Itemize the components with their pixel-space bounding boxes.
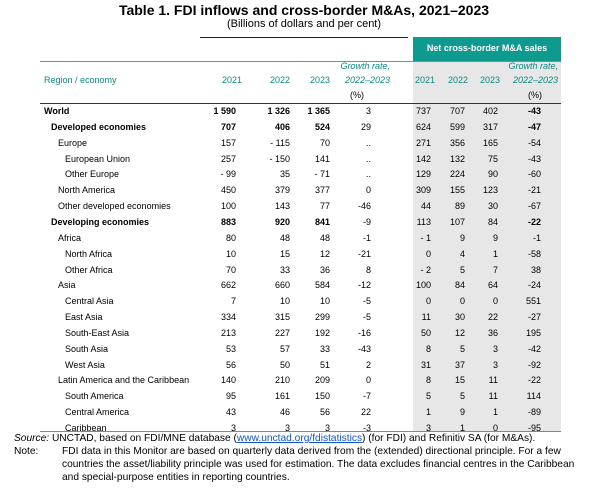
ma-value-2023: 11 bbox=[488, 375, 498, 386]
fdi-value-2022: 161 bbox=[274, 391, 290, 402]
fdi-value-2022: 3 bbox=[284, 423, 290, 433]
ma-value-2023: 165 bbox=[482, 137, 498, 148]
row-label: South America bbox=[65, 391, 124, 402]
fdi-value-2023: 56 bbox=[319, 407, 330, 418]
note-line-3: and special-purpose entities in reporting countries. bbox=[62, 472, 290, 483]
fdi-value-2021: 80 bbox=[225, 232, 236, 243]
source-link[interactable]: www.unctad.org/fdistatistics bbox=[236, 433, 363, 444]
ma-value-2021: 31 bbox=[420, 359, 431, 370]
row-label: Developing economies bbox=[51, 216, 150, 227]
fdi-value-2022: - 115 bbox=[270, 137, 290, 148]
fdi-value-2023: 584 bbox=[314, 280, 330, 291]
ma-growth-rate: -67 bbox=[527, 201, 541, 212]
ma-value-2022: 132 bbox=[449, 153, 465, 164]
ma-value-2023: 64 bbox=[487, 280, 498, 291]
fdi-value-2021: 95 bbox=[225, 391, 236, 402]
fdi-value-2023: 1 365 bbox=[307, 106, 330, 116]
fdi-value-2022: 406 bbox=[274, 121, 290, 132]
row-label: Europe bbox=[58, 137, 88, 148]
fdi-value-2021: 213 bbox=[220, 327, 236, 338]
note-line-2: countries the asset/liability principle was used for estimation. The data excludes financial centres in the Caribbean bbox=[62, 459, 575, 470]
row-label: East Asia bbox=[65, 312, 103, 323]
fdi-group-rule bbox=[200, 37, 408, 38]
ma-value-2023: 90 bbox=[487, 169, 498, 180]
fdi-rate-period: 2022–2023 bbox=[344, 75, 390, 85]
row-label: Developed economies bbox=[51, 121, 147, 132]
ma-value-2022: 12 bbox=[454, 327, 465, 338]
fdi-growth-rate: 0 bbox=[365, 185, 371, 196]
fdi-value-2022: 46 bbox=[279, 407, 290, 418]
ma-value-2023: 22 bbox=[487, 312, 498, 323]
ma-growth-rate: -89 bbox=[527, 407, 541, 418]
fdi-value-2021: 334 bbox=[220, 312, 236, 323]
ma-growth-rate: -24 bbox=[527, 280, 541, 291]
ma-year-2022-header: 2022 bbox=[447, 75, 468, 85]
ma-value-2023: 0 bbox=[492, 296, 498, 307]
ma-value-2021: 5 bbox=[425, 391, 431, 402]
fdi-growth-rate: -16 bbox=[357, 327, 371, 338]
fdi-value-2021: 70 bbox=[225, 264, 236, 275]
fdi-value-2021: - 99 bbox=[220, 169, 236, 180]
fdi-growth-rate: -1 bbox=[362, 232, 371, 243]
ma-value-2022: 224 bbox=[449, 169, 465, 180]
ma-value-2023: 3 bbox=[492, 359, 498, 370]
fdi-value-2023: 841 bbox=[314, 216, 330, 227]
row-label: Other developed economies bbox=[58, 201, 171, 212]
fdi-growth-rate: .. bbox=[365, 137, 371, 148]
fdi-value-2023: 12 bbox=[319, 248, 330, 259]
ma-value-2021: 1 bbox=[425, 407, 431, 418]
fdi-growth-rate: 3 bbox=[365, 106, 371, 116]
fdi-growth-rate: -5 bbox=[362, 296, 371, 307]
ma-value-2023: 11 bbox=[488, 391, 498, 402]
row-label: Latin America and the Caribbean bbox=[58, 375, 190, 386]
ma-value-2022: 5 bbox=[459, 391, 465, 402]
fdi-growth-rate: 22 bbox=[360, 407, 371, 418]
ma-value-2023: 402 bbox=[482, 106, 498, 116]
ma-growth-rate: -22 bbox=[527, 216, 541, 227]
ma-value-2023: 84 bbox=[487, 216, 498, 227]
ma-growth-rate: 38 bbox=[530, 264, 541, 275]
row-label: World bbox=[44, 106, 70, 116]
fdi-value-2022: 33 bbox=[279, 264, 290, 275]
note-line-1: FDI data in this Monitor are based on quarterly data derived from the (extended) directional principle. For a few bbox=[62, 446, 561, 457]
ma-growth-rate: -43 bbox=[527, 106, 541, 116]
fdi-value-2023: 3 bbox=[324, 423, 330, 433]
ma-value-2021: 100 bbox=[415, 280, 431, 291]
ma-growth-rate: 195 bbox=[525, 327, 541, 338]
ma-value-2022: 155 bbox=[449, 185, 465, 196]
ma-value-2022: 30 bbox=[454, 312, 465, 323]
fdi-value-2023: 299 bbox=[314, 312, 330, 323]
ma-value-2021: 44 bbox=[420, 201, 431, 212]
fdi-value-2021: 140 bbox=[220, 375, 236, 386]
ma-value-2021: 113 bbox=[416, 216, 431, 227]
ma-value-2023: 123 bbox=[482, 185, 498, 196]
ma-growth-rate: -60 bbox=[527, 169, 541, 180]
ma-value-2022: 5 bbox=[459, 264, 465, 275]
fdi-value-2022: 315 bbox=[274, 312, 290, 323]
ma-value-2021: 309 bbox=[415, 185, 431, 196]
row-label: North America bbox=[58, 185, 116, 196]
note-key: Note: bbox=[14, 446, 39, 457]
ma-value-2022: 9 bbox=[459, 407, 465, 418]
fdi-value-2022: 10 bbox=[279, 296, 290, 307]
fdi-value-2022: 15 bbox=[279, 248, 290, 259]
ma-growth-rate: -42 bbox=[527, 343, 541, 354]
ma-growth-rate: 114 bbox=[526, 391, 541, 402]
ma-value-2022: 89 bbox=[454, 201, 465, 212]
row-label: Asia bbox=[58, 280, 76, 291]
row-label: Central Asia bbox=[65, 296, 114, 307]
fdi-growth-rate: 0 bbox=[365, 375, 371, 386]
fdi-growth-rate: -7 bbox=[362, 391, 371, 402]
ma-value-2021: 142 bbox=[415, 153, 431, 164]
ma-value-2021: 129 bbox=[415, 169, 431, 180]
ma-growth-rate: -22 bbox=[527, 375, 541, 386]
ma-value-2022: 9 bbox=[459, 232, 465, 243]
fdi-value-2021: 883 bbox=[220, 216, 236, 227]
fdi-value-2023: 70 bbox=[319, 137, 330, 148]
fdi-value-2021: 662 bbox=[220, 280, 236, 291]
ma-value-2021: 624 bbox=[415, 121, 431, 132]
ma-growth-rate: 551 bbox=[525, 296, 541, 307]
row-label: North Africa bbox=[65, 248, 113, 259]
row-label: Caribbean bbox=[65, 423, 107, 433]
row-label: South Asia bbox=[65, 343, 109, 354]
ma-value-2022: 5 bbox=[459, 343, 465, 354]
ma-growth-rate: -1 bbox=[532, 232, 541, 243]
fdi-year-2022-header: 2022 bbox=[269, 75, 290, 85]
ma-growth-rate: -95 bbox=[527, 423, 541, 433]
fdi-value-2021: 157 bbox=[220, 137, 236, 148]
fdi-rate-header-label: Growth rate, bbox=[340, 61, 390, 71]
fdi-growth-rate: -5 bbox=[362, 312, 371, 323]
ma-rate-header-label: Growth rate, bbox=[508, 61, 558, 71]
row-label: Other Africa bbox=[65, 264, 113, 275]
fdi-value-2021: 257 bbox=[220, 153, 236, 164]
ma-group-title: Net cross-border M&A sales bbox=[426, 43, 548, 53]
ma-value-2022: 707 bbox=[449, 106, 465, 116]
ma-value-2022: 1 bbox=[459, 423, 465, 433]
region-column-header: Region / economy bbox=[44, 75, 117, 85]
fdi-value-2023: 150 bbox=[314, 391, 330, 402]
ma-year-2023-header: 2023 bbox=[479, 75, 500, 85]
body-top-rule bbox=[40, 103, 561, 104]
fdi-value-2022: 50 bbox=[279, 359, 290, 370]
fdi-growth-rate: -12 bbox=[357, 280, 371, 291]
fdi-rate-unit: (%) bbox=[350, 90, 364, 100]
source-text-post: ) (for FDI) and Refinitiv SA (for M&As). bbox=[362, 433, 536, 444]
fdi-growth-rate: .. bbox=[365, 153, 371, 164]
fdi-growth-rate: -21 bbox=[357, 248, 371, 259]
fdi-value-2021: 450 bbox=[220, 185, 236, 196]
ma-value-2022: 15 bbox=[454, 375, 465, 386]
fdi-growth-rate: -43 bbox=[357, 343, 371, 354]
ma-growth-rate: -21 bbox=[527, 185, 541, 196]
fdi-growth-rate: -3 bbox=[362, 423, 371, 433]
ma-value-2023: 30 bbox=[487, 201, 498, 212]
fdi-growth-rate: 2 bbox=[365, 359, 371, 370]
fdi-value-2023: 377 bbox=[314, 185, 330, 196]
fdi-value-2022: 660 bbox=[274, 280, 290, 291]
fdi-value-2022: 1 326 bbox=[267, 106, 290, 116]
fdi-value-2023: - 71 bbox=[314, 169, 330, 180]
fdi-value-2022: 227 bbox=[274, 327, 290, 338]
ma-value-2021: - 2 bbox=[420, 264, 431, 275]
ma-value-2022: 107 bbox=[449, 216, 465, 227]
fdi-value-2021: 56 bbox=[225, 359, 236, 370]
fdi-growth-rate: 29 bbox=[360, 121, 371, 132]
fdi-value-2022: 210 bbox=[274, 375, 290, 386]
fdi-value-2023: 209 bbox=[314, 375, 330, 386]
fdi-value-2021: 707 bbox=[220, 121, 236, 132]
source-note bbox=[14, 432, 604, 445]
ma-value-2021: 8 bbox=[425, 343, 431, 354]
fdi-value-2022: 920 bbox=[274, 216, 290, 227]
ma-value-2021: 11 bbox=[421, 312, 431, 323]
ma-value-2023: 0 bbox=[492, 423, 498, 433]
ma-value-2023: 75 bbox=[487, 153, 498, 164]
fdi-value-2022: 143 bbox=[274, 201, 290, 212]
fdi-value-2022: 48 bbox=[279, 232, 290, 243]
fdi-value-2023: 36 bbox=[319, 264, 330, 275]
fdi-value-2021: 7 bbox=[230, 296, 236, 307]
ma-year-2021-header: 2021 bbox=[414, 75, 435, 85]
fdi-value-2023: 524 bbox=[314, 121, 330, 132]
fdi-value-2021: 1 590 bbox=[213, 106, 236, 116]
ma-growth-rate: -92 bbox=[527, 359, 541, 370]
ma-value-2021: 50 bbox=[420, 327, 431, 338]
header-divider bbox=[40, 61, 561, 62]
ma-growth-rate: -47 bbox=[527, 121, 541, 132]
fdi-growth-rate: -9 bbox=[362, 216, 371, 227]
fdi-value-2021: 3 bbox=[230, 423, 236, 433]
row-label: Africa bbox=[58, 232, 82, 243]
row-label: Other Europe bbox=[65, 169, 120, 180]
fdi-value-2021: 53 bbox=[225, 343, 236, 354]
fdi-value-2021: 43 bbox=[225, 407, 236, 418]
fdi-value-2022: - 150 bbox=[269, 153, 290, 164]
table-title: Table 1. FDI inflows and cross-border M&As, 2021–2023 bbox=[118, 2, 490, 18]
ma-growth-rate: -27 bbox=[527, 312, 541, 323]
fdi-value-2022: 379 bbox=[274, 185, 290, 196]
ma-value-2023: 1 bbox=[492, 407, 498, 418]
fdi-growth-rate: 8 bbox=[365, 264, 371, 275]
ma-value-2021: 0 bbox=[425, 296, 431, 307]
fdi-value-2022: 57 bbox=[279, 343, 290, 354]
row-label: European Union bbox=[65, 153, 131, 164]
fdi-value-2023: 192 bbox=[314, 327, 330, 338]
fdi-value-2021: 10 bbox=[225, 248, 236, 259]
fdi-value-2023: 77 bbox=[319, 201, 330, 212]
ma-value-2022: 84 bbox=[454, 280, 465, 291]
ma-value-2023: 317 bbox=[482, 121, 498, 132]
ma-value-2021: 271 bbox=[415, 137, 431, 148]
fdi-value-2021: 100 bbox=[220, 201, 236, 212]
source-text-pre: UNCTAD, based on FDI/MNE database ( bbox=[51, 433, 237, 444]
ma-value-2023: 3 bbox=[492, 343, 498, 354]
ma-rate-unit: (%) bbox=[528, 90, 542, 100]
ma-value-2022: 356 bbox=[449, 137, 465, 148]
row-label: West Asia bbox=[65, 359, 105, 370]
row-label: Central America bbox=[65, 407, 130, 418]
fdi-growth-rate: -46 bbox=[357, 201, 371, 212]
fdi-year-2023-header: 2023 bbox=[309, 75, 330, 85]
ma-value-2022: 599 bbox=[449, 121, 465, 132]
ma-value-2022: 37 bbox=[454, 359, 465, 370]
row-label: South-East Asia bbox=[65, 327, 130, 338]
fdi-value-2023: 141 bbox=[314, 153, 330, 164]
fdi-year-2021-header: 2021 bbox=[221, 75, 242, 85]
fdi-value-2023: 33 bbox=[319, 343, 330, 354]
ma-rate-period: 2022–2023 bbox=[512, 75, 558, 85]
fdi-growth-rate: .. bbox=[365, 169, 371, 180]
ma-value-2021: 737 bbox=[415, 106, 431, 116]
source-key: Source: bbox=[14, 433, 50, 444]
ma-value-2022: 4 bbox=[459, 248, 465, 259]
ma-value-2023: 7 bbox=[492, 264, 498, 275]
table-subtitle: (Billions of dollars and per cent) bbox=[226, 18, 382, 30]
fdi-value-2023: 51 bbox=[319, 359, 330, 370]
ma-value-2023: 1 bbox=[492, 248, 498, 259]
ma-value-2021: 3 bbox=[425, 423, 431, 433]
ma-growth-rate: -58 bbox=[527, 248, 541, 259]
ma-value-2021: 8 bbox=[425, 375, 431, 386]
fdi-value-2022: 35 bbox=[279, 169, 290, 180]
ma-value-2021: 0 bbox=[425, 248, 431, 259]
fdi-value-2023: 48 bbox=[319, 232, 330, 243]
ma-value-2023: 36 bbox=[487, 327, 498, 338]
ma-growth-rate: -54 bbox=[527, 137, 541, 148]
ma-value-2022: 0 bbox=[459, 296, 465, 307]
fdi-value-2023: 10 bbox=[319, 296, 330, 307]
ma-growth-rate: -43 bbox=[527, 153, 541, 164]
ma-value-2021: - 1 bbox=[420, 232, 431, 243]
ma-value-2023: 9 bbox=[492, 232, 498, 243]
